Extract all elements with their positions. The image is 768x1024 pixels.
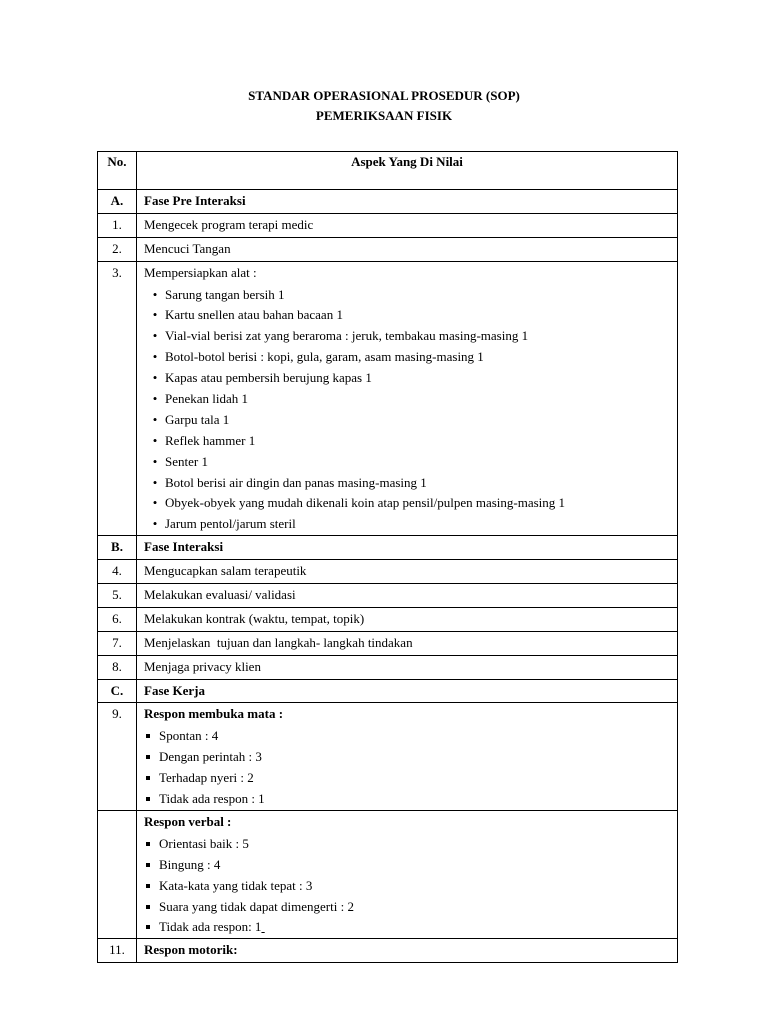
row-text: Respon membuka mata : Spontan : 4 Dengan perintah : 3 Terhadap nyeri : 2 Tidak ada respon : 1 xyxy=(137,703,678,810)
row-text: Melakukan evaluasi/ validasi xyxy=(137,584,678,608)
row-text: Mencuci Tangan xyxy=(137,237,678,261)
row-no: 4. xyxy=(98,560,137,584)
list-item: • Vial-vial berisi zat yang beraroma : jeruk, tembakau masing-masing 1 xyxy=(152,328,529,344)
table-row xyxy=(98,213,678,237)
sop-table xyxy=(97,151,678,963)
list-item: Dengan perintah : 3 xyxy=(144,747,677,768)
equipment-list xyxy=(144,285,677,536)
list-item: Orientasi baik : 5 xyxy=(144,834,677,855)
list-item: • Sarung tangan bersih 1 xyxy=(152,286,285,302)
table-row xyxy=(98,607,678,631)
table-row xyxy=(98,939,678,963)
list-item: Suara yang tidak dapat dimengerti : 2 xyxy=(144,897,677,918)
list-item: • Kapas atau pembersih berujung kapas 1 xyxy=(152,370,372,386)
row-no: 5. xyxy=(98,584,137,608)
row-no: C. xyxy=(98,679,137,703)
row-text: Melakukan kontrak (waktu, tempat, topik) xyxy=(137,607,678,631)
row-text: Fase Interaksi xyxy=(137,536,678,560)
table-header-row xyxy=(98,152,678,190)
row-no: 11. xyxy=(98,939,137,963)
list-item: • Reflek hammer 1 xyxy=(152,432,256,448)
table-row xyxy=(98,631,678,655)
list-item: • Botol-botol berisi : kopi, gula, garam, asam masing-masing 1 xyxy=(152,349,484,365)
row-text: Mengucapkan salam terapeutik xyxy=(137,560,678,584)
row-text: Menjaga privacy klien xyxy=(137,655,678,679)
list-item: • Obyek-obyek yang mudah dikenali koin atap pensil/pulpen masing-masing 1 xyxy=(152,495,566,511)
list-item: • Kartu snellen atau bahan bacaan 1 xyxy=(152,307,343,323)
list-item: Tidak ada respon: 1 xyxy=(144,917,677,938)
header-aspek: Aspek Yang Di Nilai xyxy=(137,152,678,190)
row-no: 8. xyxy=(98,655,137,679)
row-text: Mempersiapkan alat : • Sarung tangan bersih 1 • Kartu snellen atau bahan bacaan 1 • Vial-vial berisi zat yang beraroma : jeruk, tembakau masing-masing 1 • Botol-botol berisi : kopi, gula, garam, asam masing-masing 1 • Kapas atau pembersih berujung kapas 1 • Penekan lidah 1 • Garpu tala 1 • Reflek hammer 1 • Senter 1 • Botol berisi air dingin dan panas masing-masing 1 • Obyek-obyek yang mudah dikenali koin atap pensil/pulpen masing-masing 1 • Jarum pentol/jarum steril xyxy=(137,261,678,536)
table-row xyxy=(98,655,678,679)
header-no: No. xyxy=(98,152,137,190)
row-no: 9. xyxy=(98,703,137,810)
list-item: • Penekan lidah 1 xyxy=(152,391,249,407)
row-text: Respon verbal : Orientasi baik : 5 Bingung : 4 Kata-kata yang tidak tepat : 3 Suara yang tidak dapat dimengerti : 2 Tidak ada respon: 1 xyxy=(137,810,678,938)
row-text: Respon motorik: xyxy=(137,939,678,963)
row-no xyxy=(98,810,137,938)
list-item: Kata-kata yang tidak tepat : 3 xyxy=(144,876,677,897)
verbal-response-list xyxy=(144,834,677,938)
row-text: Mengecek program terapi medic xyxy=(137,213,678,237)
document-subtitle: PEMERIKSAAN FISIK xyxy=(315,108,453,123)
table-row-section-a xyxy=(98,190,678,214)
row-no: 2. xyxy=(98,237,137,261)
row-no: 1. xyxy=(98,213,137,237)
document-title: STANDAR OPERASIONAL PROSEDUR (SOP) xyxy=(248,88,520,103)
row-no: 7. xyxy=(98,631,137,655)
list-item: • Senter 1 xyxy=(152,453,208,469)
list-item: • Garpu tala 1 xyxy=(152,411,230,427)
table-row xyxy=(98,261,678,536)
list-item: • Botol berisi air dingin dan panas masing-masing 1 xyxy=(152,474,427,490)
row-no: 3. xyxy=(98,261,137,536)
table-row xyxy=(98,237,678,261)
list-item: • Jarum pentol/jarum steril xyxy=(152,516,296,532)
list-item: Tidak ada respon : 1 xyxy=(144,789,677,810)
row-no: A. xyxy=(98,190,137,214)
list-item: Spontan : 4 xyxy=(144,726,677,747)
eye-response-list xyxy=(144,726,677,810)
row-text: Menjelaskan tujuan dan langkah- langkah tindakan xyxy=(137,631,678,655)
row-text: Fase Pre Interaksi xyxy=(137,190,678,214)
row-text: Fase Kerja xyxy=(137,679,678,703)
table-row xyxy=(98,584,678,608)
row-no: 6. xyxy=(98,607,137,631)
table-row-section-c xyxy=(98,679,678,703)
table-row-section-b xyxy=(98,536,678,560)
list-item: Terhadap nyeri : 2 xyxy=(144,768,677,789)
row-no: B. xyxy=(98,536,137,560)
table-row xyxy=(98,703,678,810)
table-row xyxy=(98,560,678,584)
table-row xyxy=(98,810,678,938)
list-item: Bingung : 4 xyxy=(144,855,677,876)
